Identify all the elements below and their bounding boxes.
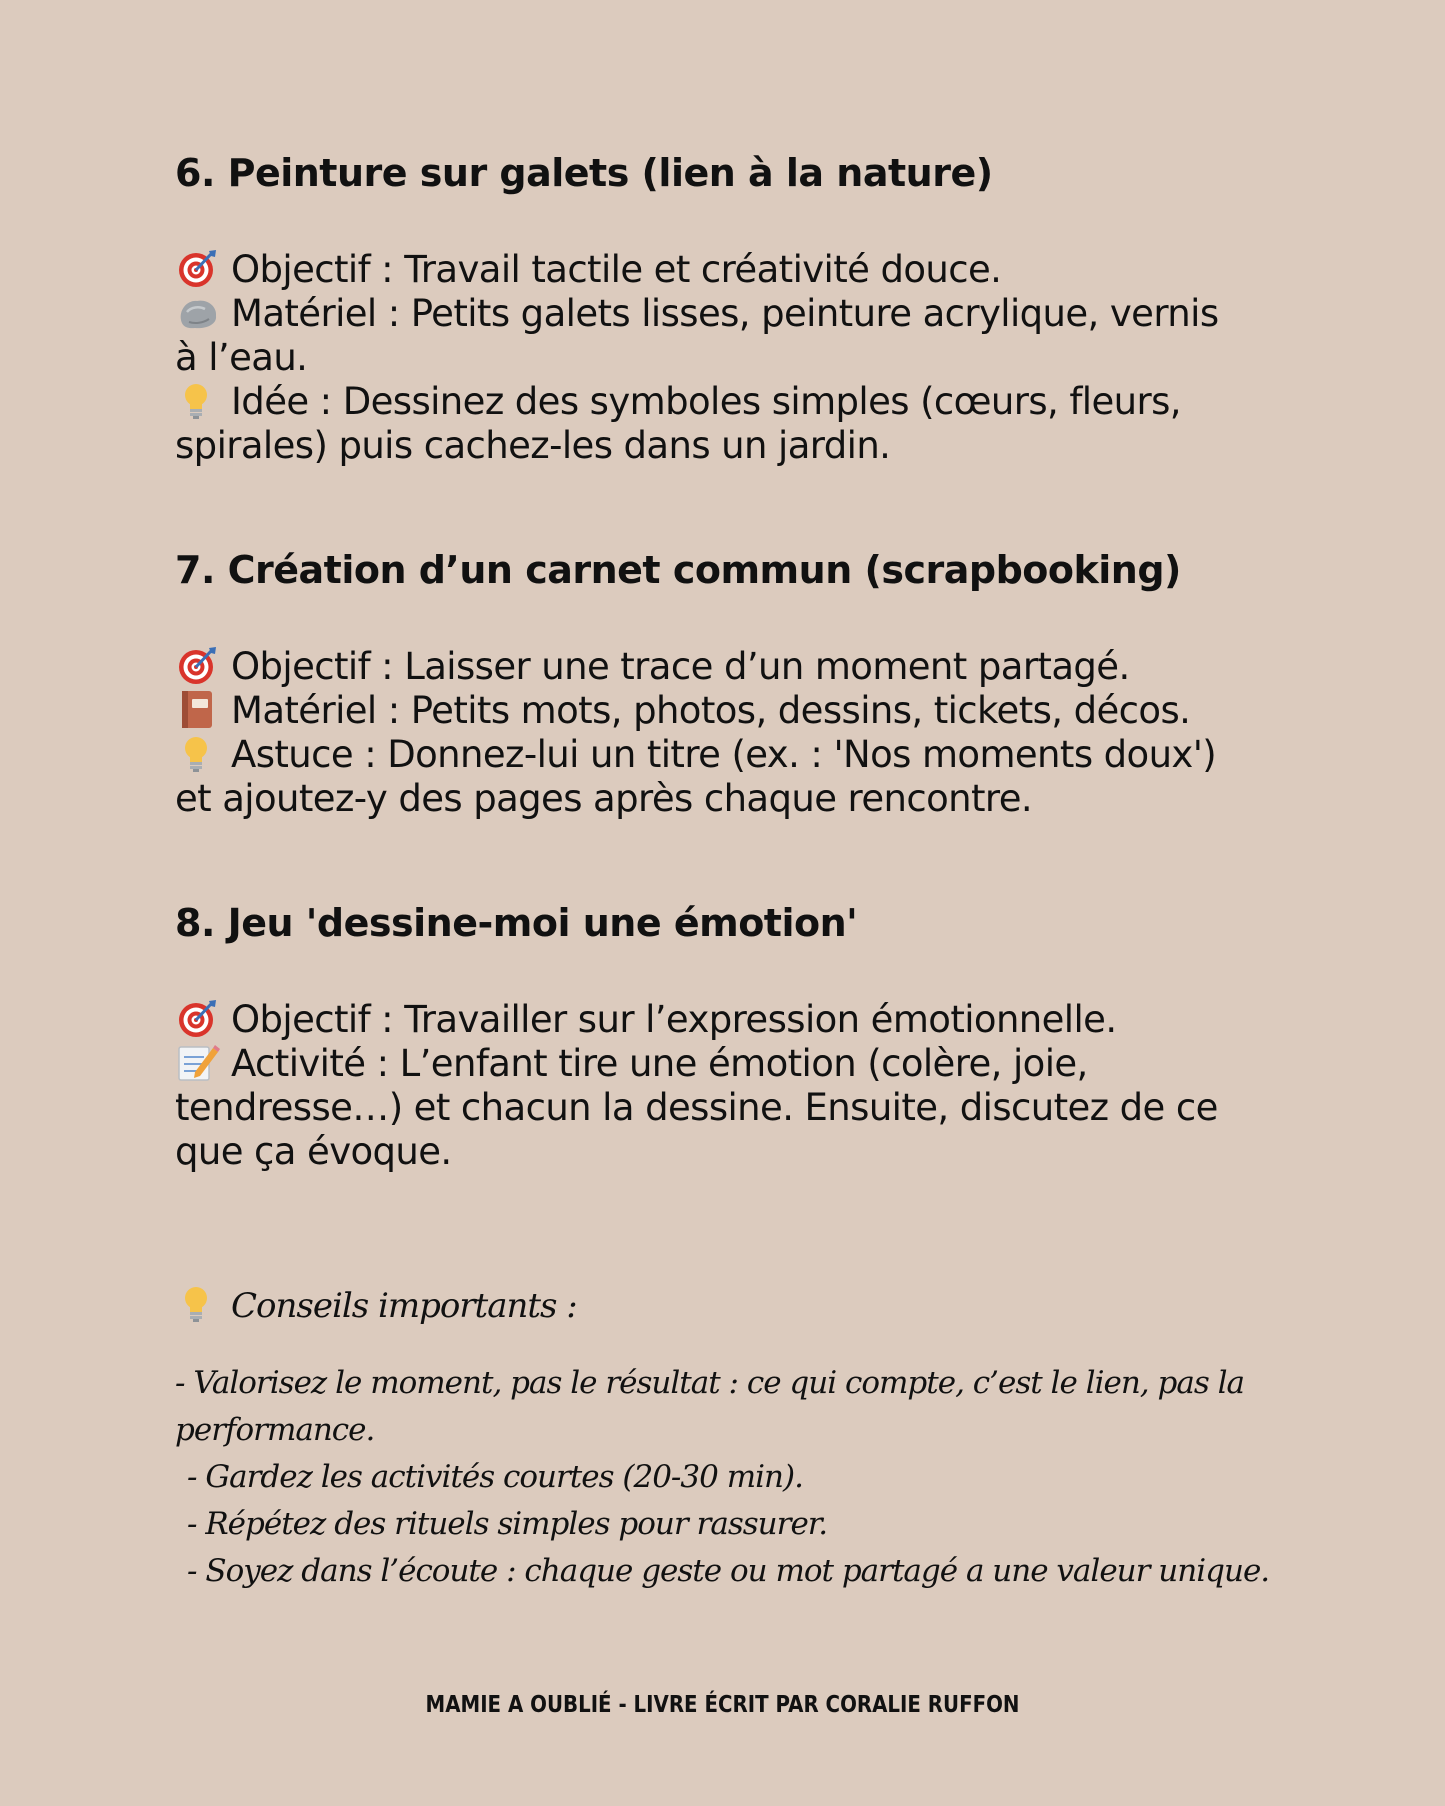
target-icon xyxy=(175,645,221,685)
section-6 xyxy=(175,150,1285,468)
line-continuation: tendresse…) et chacun la dessine. Ensuite, discutez de ce xyxy=(175,1086,1218,1129)
rock-icon xyxy=(175,292,221,332)
lightbulb-icon xyxy=(175,733,221,773)
tips-block xyxy=(175,1282,1285,1595)
tip-item: - Répétez des rituels simples pour rassurer. xyxy=(187,1506,828,1542)
target-icon xyxy=(175,998,221,1038)
section-7 xyxy=(175,547,1285,821)
line-objective: Objectif : Laisser une trace d’un moment partagé. xyxy=(175,645,1285,689)
line-activity: Activité : L’enfant tire une émotion (colère, joie, xyxy=(175,1042,1285,1086)
tip-item: - Gardez les activités courtes (20-30 min). xyxy=(187,1459,803,1495)
footer-credit: MAMIE A OUBLIÉ - LIVRE ÉCRIT PAR CORALIE RUFFON xyxy=(425,1692,1020,1718)
section-title: 8. Jeu 'dessine-moi une émotion' xyxy=(175,901,858,945)
section-body xyxy=(175,248,1285,468)
line-material: Matériel : Petits mots, photos, dessins, tickets, décos. xyxy=(175,689,1285,733)
lightbulb-icon xyxy=(175,1283,221,1323)
line-continuation: à l’eau. xyxy=(175,336,308,379)
line-continuation: que ça évoque. xyxy=(175,1130,452,1173)
tips-title: Conseils importants : xyxy=(175,1282,1285,1330)
section-body xyxy=(175,998,1285,1174)
section-title: 6. Peinture sur galets (lien à la nature) xyxy=(175,151,993,195)
line-material: Matériel : Petits galets lisses, peinture acrylique, vernis xyxy=(175,292,1285,336)
section-8 xyxy=(175,900,1285,1174)
section-body xyxy=(175,645,1285,821)
lightbulb-icon xyxy=(175,380,221,420)
memo-icon xyxy=(175,1042,221,1082)
line-objective: Objectif : Travailler sur l’expression émotionnelle. xyxy=(175,998,1285,1042)
line-tip: Astuce : Donnez-lui un titre (ex. : 'Nos moments doux') xyxy=(175,733,1285,777)
tip-item: - Valorisez le moment, pas le résultat : ce qui compte, c’est le lien, pas la xyxy=(175,1365,1245,1401)
tip-item: - Soyez dans l’écoute : chaque geste ou mot partagé a une valeur unique. xyxy=(187,1553,1270,1589)
section-title: 7. Création d’un carnet commun (scrapbooking) xyxy=(175,548,1181,592)
line-idea: Idée : Dessinez des symboles simples (cœurs, fleurs, xyxy=(175,380,1285,424)
line-objective: Objectif : Travail tactile et créativité douce. xyxy=(175,248,1285,292)
target-icon xyxy=(175,248,221,288)
line-continuation: et ajoutez-y des pages après chaque rencontre. xyxy=(175,777,1033,820)
line-continuation: spirales) puis cachez-les dans un jardin. xyxy=(175,424,891,467)
tips-list xyxy=(175,1360,1285,1595)
tip-item-continuation: performance. xyxy=(175,1412,375,1448)
notebook-icon xyxy=(175,689,221,729)
